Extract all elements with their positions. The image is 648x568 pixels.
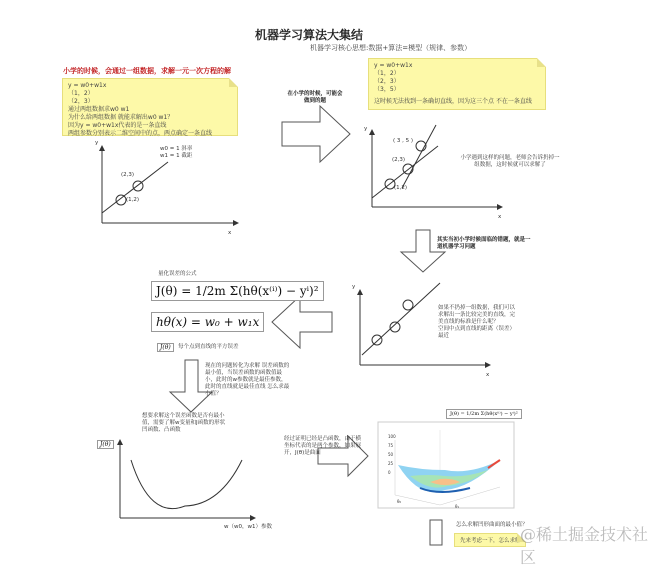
note-line: （2，3）: [68, 98, 94, 105]
axis-y-label: y: [95, 140, 99, 146]
section2-side-text: 小学遇到这样的问题，老师会告诉扔掉一组数据，这时候就可以求解了: [460, 155, 560, 168]
subtitle: 机器学习核心思想:数据+算法=模型（规律、参数）: [310, 44, 472, 52]
section3-side-text: [438, 305, 516, 340]
section5-text: 现在的问题转化为求解 误差函数的最小值，当误差函数的函数值最小，此时的w参数就是最佳参数，此时的直线就是最佳直线 怎么求最小值？: [205, 363, 290, 397]
axis-x-label: x: [486, 372, 490, 378]
note-line: 因为y = w0+w1x代表的是一条直线: [68, 122, 167, 129]
arrow-left-icon: [272, 296, 332, 348]
side-text-line: 如果不扔掉一组数据，我们可以求解出一条比较完美的直线，完美直线的标准是什么呢？: [438, 305, 516, 325]
tick: 50: [388, 452, 394, 457]
section8-question: 怎么求解凹形曲面的最小值？: [456, 522, 528, 528]
note-line: （1，2）: [374, 70, 400, 77]
arrow-right-icon: [282, 106, 350, 162]
page-title: 机器学习算法大集结: [255, 28, 364, 42]
point-label: ( 3 , 5 ): [393, 138, 414, 144]
surface-plot: [378, 422, 514, 508]
formula-label: 量化误差的公式: [158, 271, 197, 277]
section2-note: [368, 58, 546, 110]
note-line: （1，2）: [68, 90, 94, 97]
cost-formula: J(θ) = 1/2m Σ(hθ(x⁽ⁱ⁾) − yⁱ)²: [151, 281, 324, 301]
surface-z-ticks: [388, 432, 396, 477]
j-symbol: J(θ): [157, 343, 174, 352]
watermark: @稀土掘金技术社区: [520, 525, 648, 567]
j-description: 每个点到直线的平方误差: [178, 344, 239, 350]
note-line: y = w0+w1x: [68, 82, 107, 89]
surface-formula: J(θ) = 1/2m Σ(hθ(x⁽ⁱ⁾) − yⁱ)²: [446, 409, 522, 419]
axis-y-label: y: [352, 284, 356, 290]
note-line: （3，5）: [374, 86, 400, 93]
param-label: w1 = 1 截距: [160, 153, 193, 159]
arrow1-label: 在小学的时候，可能会做到的题: [287, 91, 343, 104]
point-label: (2,3): [121, 172, 135, 178]
axis-y-label: y: [364, 126, 368, 132]
arrow-down-icon: [430, 520, 442, 545]
axis-x-label: x: [228, 230, 232, 236]
side-text-line: 空间中点到直线的距离（误差）最近: [438, 326, 516, 339]
point-label: (1,2): [126, 197, 140, 203]
note-line: y = w0+w1x: [374, 62, 413, 69]
note-line: 这时候无法找到一条确切直线，因为这三个点 不在一条直线: [374, 98, 532, 105]
note-line: 通过两组数据求w0 w1: [68, 106, 130, 113]
section1-heading: 小学的时候，会通过一组数据，求解一元一次方程的解: [63, 67, 231, 75]
note-line: 先来考虑一下，怎么求解: [460, 538, 521, 544]
section6-text: 想要求解这个误差函数是否有最小值，需要了解w变量和J函数的形状 凹函数、凸函数: [142, 413, 226, 433]
axis-x-label: x: [498, 214, 502, 220]
params-axis-label: w（w0，w1）参数: [224, 524, 272, 530]
tick: 0: [388, 470, 391, 475]
arrow2-label: 其实当初小学时候面临的错题，就是一道机器学习问题: [437, 237, 531, 250]
surface-x-label: θ₀: [397, 499, 402, 504]
tick: 100: [388, 434, 396, 439]
section7-text: 经过证明已经是凸函数，由于横坐标代表的是两个参数，如果展开，J(θ)是曲面: [284, 436, 362, 456]
tick: 25: [388, 461, 394, 466]
point-label: (2,3): [392, 157, 406, 163]
hypothesis-formula: hθ(x) = w₀ + w₁x: [151, 312, 264, 332]
param-label: w0 = 1 斜率: [160, 146, 193, 152]
note-line: 为什么给两组数据 就能求解出w0 w1？: [68, 114, 174, 121]
note-line: 两组参数分别表示二维空间中的点，两点确定一条直线: [68, 130, 213, 137]
point-label: (1,2): [394, 185, 408, 191]
j-axis-label: J(θ): [97, 440, 114, 449]
plot-convex: [120, 440, 255, 518]
tick: 75: [388, 443, 394, 448]
surface-y-label: θ₁: [455, 504, 460, 509]
plot1-params: [160, 146, 192, 160]
note-line: （2，3）: [374, 78, 400, 85]
